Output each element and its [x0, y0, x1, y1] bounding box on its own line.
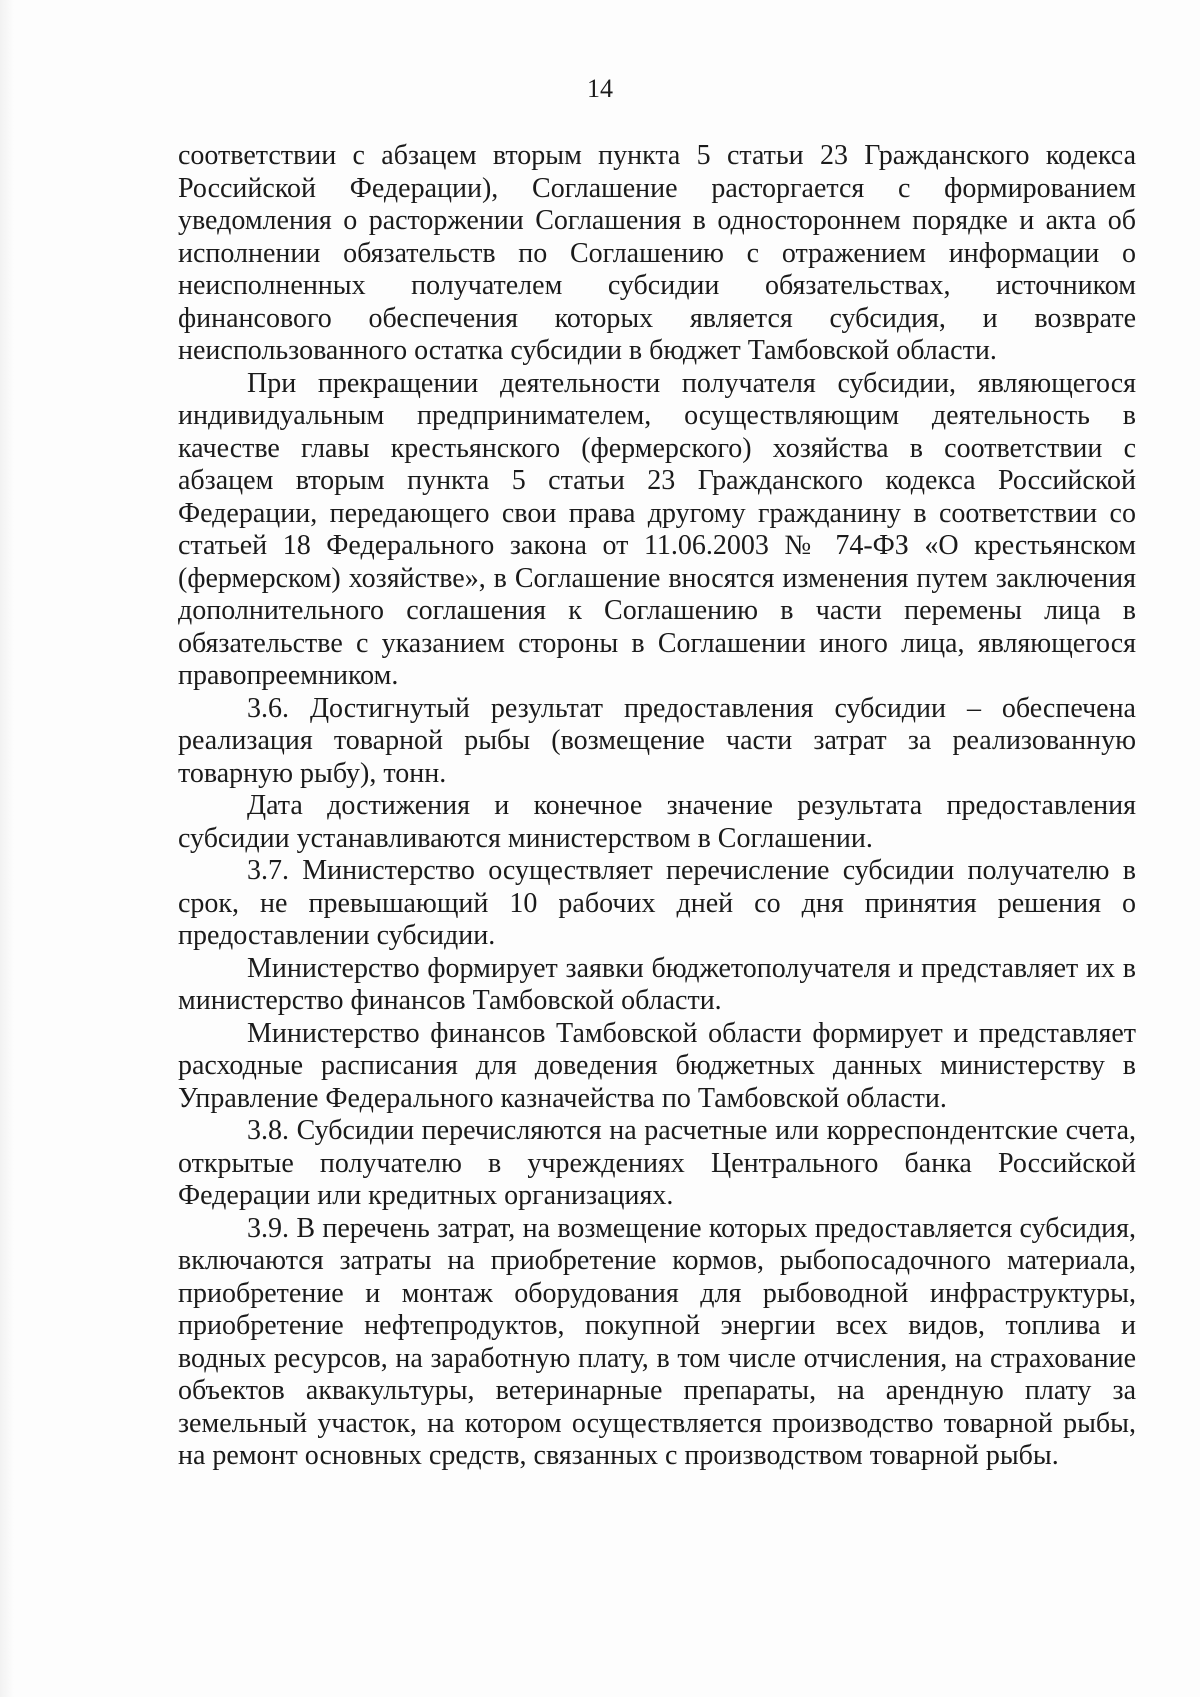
paragraph-continuation: соответствии с абзацем вторым пункта 5 статьи 23 Гражданского кодекса Российской Федерации), Соглашение расторгается с формированием уведомления о расторжении Соглашения в одностороннем порядке и акта об исполнении обязательств по Соглашению с отражением информации о неисполненных получателем субсидии обязательствах, источником финансового обеспечения которых является субсидия, и возврате неиспользованного остатка субсидии в бюджет Тамбовской области.: [178, 140, 1136, 366]
paragraph-result-date: Дата достижения и конечное значение результата предоставления субсидии устанавливаются министерством в Соглашении.: [178, 790, 1136, 854]
paragraph-3-6-result: 3.6. Достигнутый результат предоставления субсидии – обеспечена реализация товарной рыбы (возмещение части затрат за реализованную товарную рыбу), тонн.: [178, 692, 1136, 789]
scan-edge-shadow: [0, 0, 14, 1697]
paragraph-3-7-transfer: 3.7. Министерство осуществляет перечисление субсидии получателю в срок, не превышающий 10 рабочих дней со дня принятия решения о предоставлении субсидии.: [178, 855, 1136, 951]
paragraph-3-8-accounts: 3.8. Субсидии перечисляются на расчетные или корреспондентские счета, открытые получателю в учреждениях Центрального банка Российской Федерации или кредитных организациях.: [178, 1115, 1136, 1211]
paragraph-finance-ministry: Министерство финансов Тамбовской области формирует и представляет расходные расписания для доведения бюджетных данных министерству в Управление Федерального казначейства по Тамбовской области.: [178, 1017, 1136, 1114]
paragraph-termination-of-activity: При прекращении деятельности получателя субсидии, являющегося индивидуальным предпринимателем, осуществляющим деятельность в качестве главы крестьянского (фермерского) хозяйства в соответствии с абзацем вторым пункта 5 статьи 23 Гражданского кодекса Российской Федерации, передающего свои права другому гражданину в соответствии со статьей 18 Федерального закона от 11.06.2003 № 74-ФЗ «О крестьянском (фермерском) хозяйстве», в Соглашение вносятся изменения путем заключения дополнительного соглашения к Соглашению в части перемены лица в обязательстве с указанием стороны в Соглашении иного лица, являющегося правопреемником.: [178, 367, 1136, 691]
document-body: [178, 140, 1136, 1473]
page-number: 14: [587, 74, 613, 103]
paragraph-3-9-costs: 3.9. В перечень затрат, на возмещение которых предоставляется субсидия, включаются затраты на приобретение кормов, рыбопосадочного материала, приобретение и монтаж оборудования для рыбоводной инфраструктуры, приобретение нефтепродуктов, покупной энергии всех видов, топлива и водных ресурсов, на заработную плату, в том числе отчисления, на страхование объектов аквакультуры, ветеринарные препараты, на арендную плату за земельный участок, на котором осуществляется производство товарной рыбы, на ремонт основных средств, связанных с производством товарной рыбы.: [178, 1212, 1136, 1471]
paragraph-budget-requests: Министерство формирует заявки бюджетополучателя и представляет их в министерство финансов Тамбовской области.: [178, 952, 1136, 1016]
